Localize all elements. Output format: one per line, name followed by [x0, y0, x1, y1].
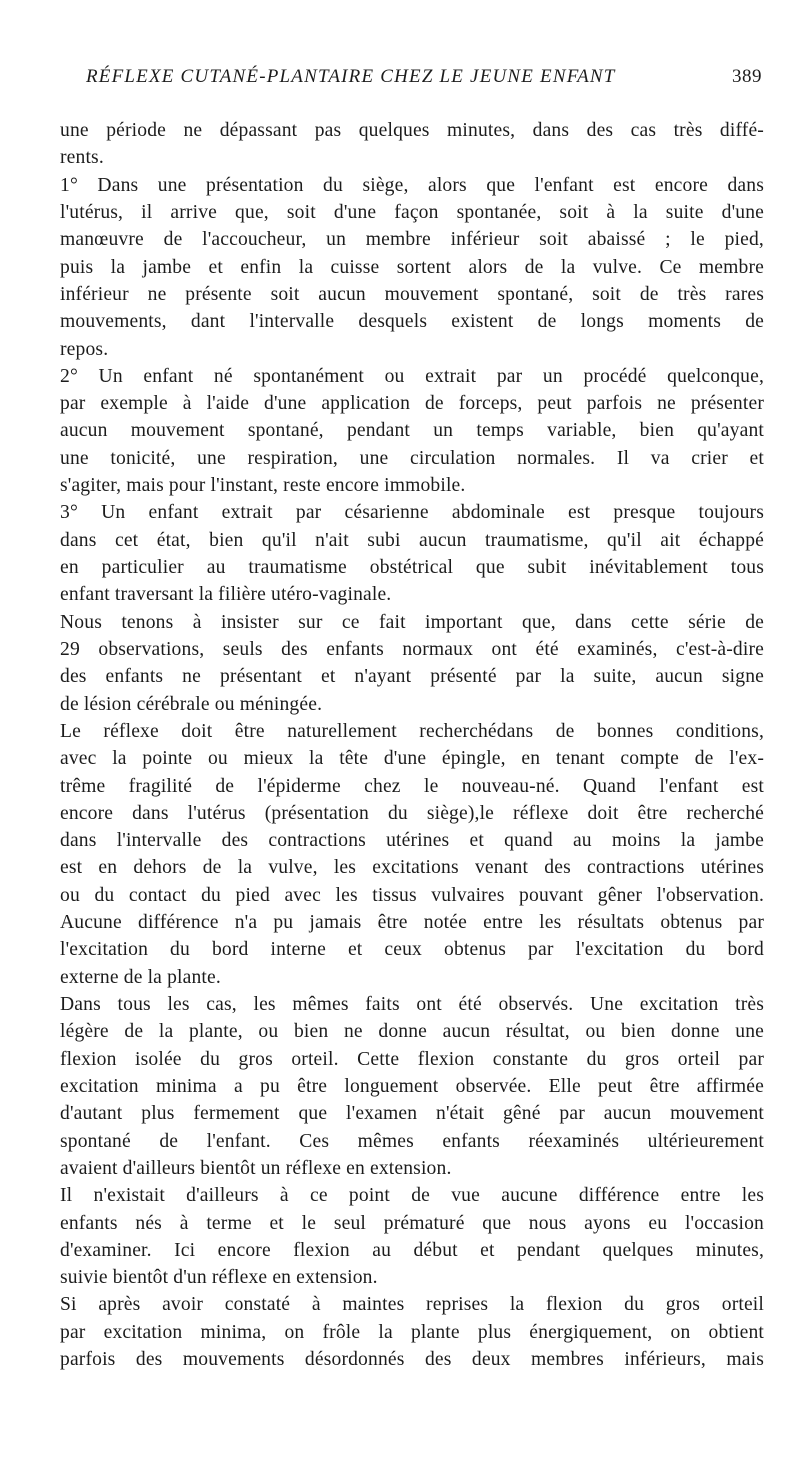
text-line: l'utérus, il arrive que, soit d'une façon spontanée, soit à la suite d'une: [60, 201, 764, 223]
text-line: ou du contact du pied avec les tissus vulvaires pouvant gêner l'observation.: [60, 884, 764, 906]
text-line: l'excitation du bord interne et ceux obtenus par l'excitation du bord: [60, 939, 764, 961]
page-number: 389: [732, 66, 762, 87]
text-line: Dans tous les cas, les mêmes faits ont été observés. Une excitation très: [60, 994, 764, 1015]
text-line: excitation minima a pu être longuement observée. Elle peut être affirmée: [60, 1075, 764, 1097]
body-text: [60, 117, 764, 1373]
text-line: une période ne dépassant pas quelques minutes, dans des cas très diffé-: [60, 120, 764, 141]
text-line: Nous tenons à insister sur ce fait important que, dans cette série de: [60, 611, 764, 633]
text-line: 2° Un enfant né spontanément ou extrait par un procédé quelconque,: [60, 365, 764, 387]
text-line: mouvements, dant l'intervalle desquels existent de longs moments de: [60, 311, 764, 333]
text-line: Le réflexe doit être naturellement recherchédans de bonnes conditions,: [60, 720, 764, 742]
text-line: puis la jambe et enfin la cuisse sortent alors de la vulve. Ce membre: [60, 256, 764, 278]
text-line: 29 observations, seuls des enfants normaux ont été examinés, c'est-à-dire: [60, 638, 764, 660]
running-head: [60, 66, 762, 94]
text-line: Aucune différence n'a pu jamais être notée entre les résultats obtenus par: [60, 912, 764, 934]
text-line: une tonicité, une respiration, une circulation normales. Il va crier et: [60, 447, 764, 469]
text-line: spontané de l'enfant. Ces mêmes enfants réexaminés ultérieurement: [60, 1130, 764, 1152]
text-line: de lésion cérébrale ou méningée.: [60, 693, 323, 715]
text-line: légère de la plante, ou bien ne donne aucun résultat, ou bien donne une: [60, 1021, 764, 1043]
text-line: avaient d'ailleurs bientôt un réflexe en extension.: [60, 1157, 452, 1179]
text-line: d'examiner. Ici encore flexion au début et pendant quelques minutes,: [60, 1239, 764, 1261]
text-line: repos.: [60, 338, 109, 360]
text-line: est en dehors de la vulve, les excitations venant des contractions utérines: [60, 857, 764, 879]
text-line: Il n'existait d'ailleurs à ce point de vue aucune différence entre les: [60, 1185, 764, 1207]
text-line: inférieur ne présente soit aucun mouvement spontané, soit de très rares: [60, 283, 764, 305]
text-line: externe de la plante.: [60, 966, 221, 988]
text-line: flexion isolée du gros orteil. Cette flexion constante du gros orteil par: [60, 1048, 764, 1070]
text-line: en particulier au traumatisme obstétrical que subit inévitablement tous: [60, 557, 764, 578]
text-line: manœuvre de l'accoucheur, un membre inférieur soit abaissé ; le pied,: [60, 229, 764, 251]
text-line: rents.: [60, 147, 104, 169]
text-line: d'autant plus fermement que l'examen n'était gêné par aucun mouvement: [60, 1103, 764, 1125]
text-line: avec la pointe ou mieux la tête d'une épingle, en tenant compte de l'ex-: [60, 748, 764, 770]
running-head-title: RÉFLEXE CUTANÉ-PLANTAIRE CHEZ LE JEUNE ENFANT: [86, 66, 616, 87]
text-line: par exemple à l'aide d'une application de forceps, peut parfois ne présenter: [60, 393, 764, 415]
text-line: enfants nés à terme et le seul prématuré que nous ayons eu l'occasion: [60, 1212, 764, 1234]
text-line: 3° Un enfant extrait par césarienne abdominale est presque toujours: [60, 502, 764, 524]
text-line: encore dans l'utérus (présentation du siège),le réflexe doit être recherché: [60, 802, 764, 824]
text-line: parfois des mouvements désordonnés des deux membres inférieurs, mais: [60, 1349, 764, 1371]
text-line: trême fragilité de l'épiderme chez le nouveau-né. Quand l'enfant est: [60, 775, 764, 797]
text-line: aucun mouvement spontané, pendant un temps variable, bien qu'ayant: [60, 420, 764, 442]
text-line: 1° Dans une présentation du siège, alors que l'enfant est encore dans: [60, 174, 764, 196]
text-line: par excitation minima, on frôle la plante plus énergiquement, on obtient: [60, 1321, 764, 1343]
text-line: dans cet état, bien qu'il n'ait subi aucun traumatisme, qu'il ait échappé: [60, 529, 764, 551]
text-line: s'agiter, mais pour l'instant, reste encore immobile.: [60, 475, 466, 497]
text-line: Si après avoir constaté à maintes reprises la flexion du gros orteil: [60, 1294, 764, 1316]
text-line: dans l'intervalle des contractions utérines et quand au moins la jambe: [60, 830, 764, 852]
text-line: suivie bientôt d'un réflexe en extension.: [60, 1267, 378, 1289]
text-line: des enfants ne présentant et n'ayant présenté par la suite, aucun signe: [60, 666, 764, 688]
text-line: enfant traversant la filière utéro-vaginale.: [60, 584, 392, 606]
